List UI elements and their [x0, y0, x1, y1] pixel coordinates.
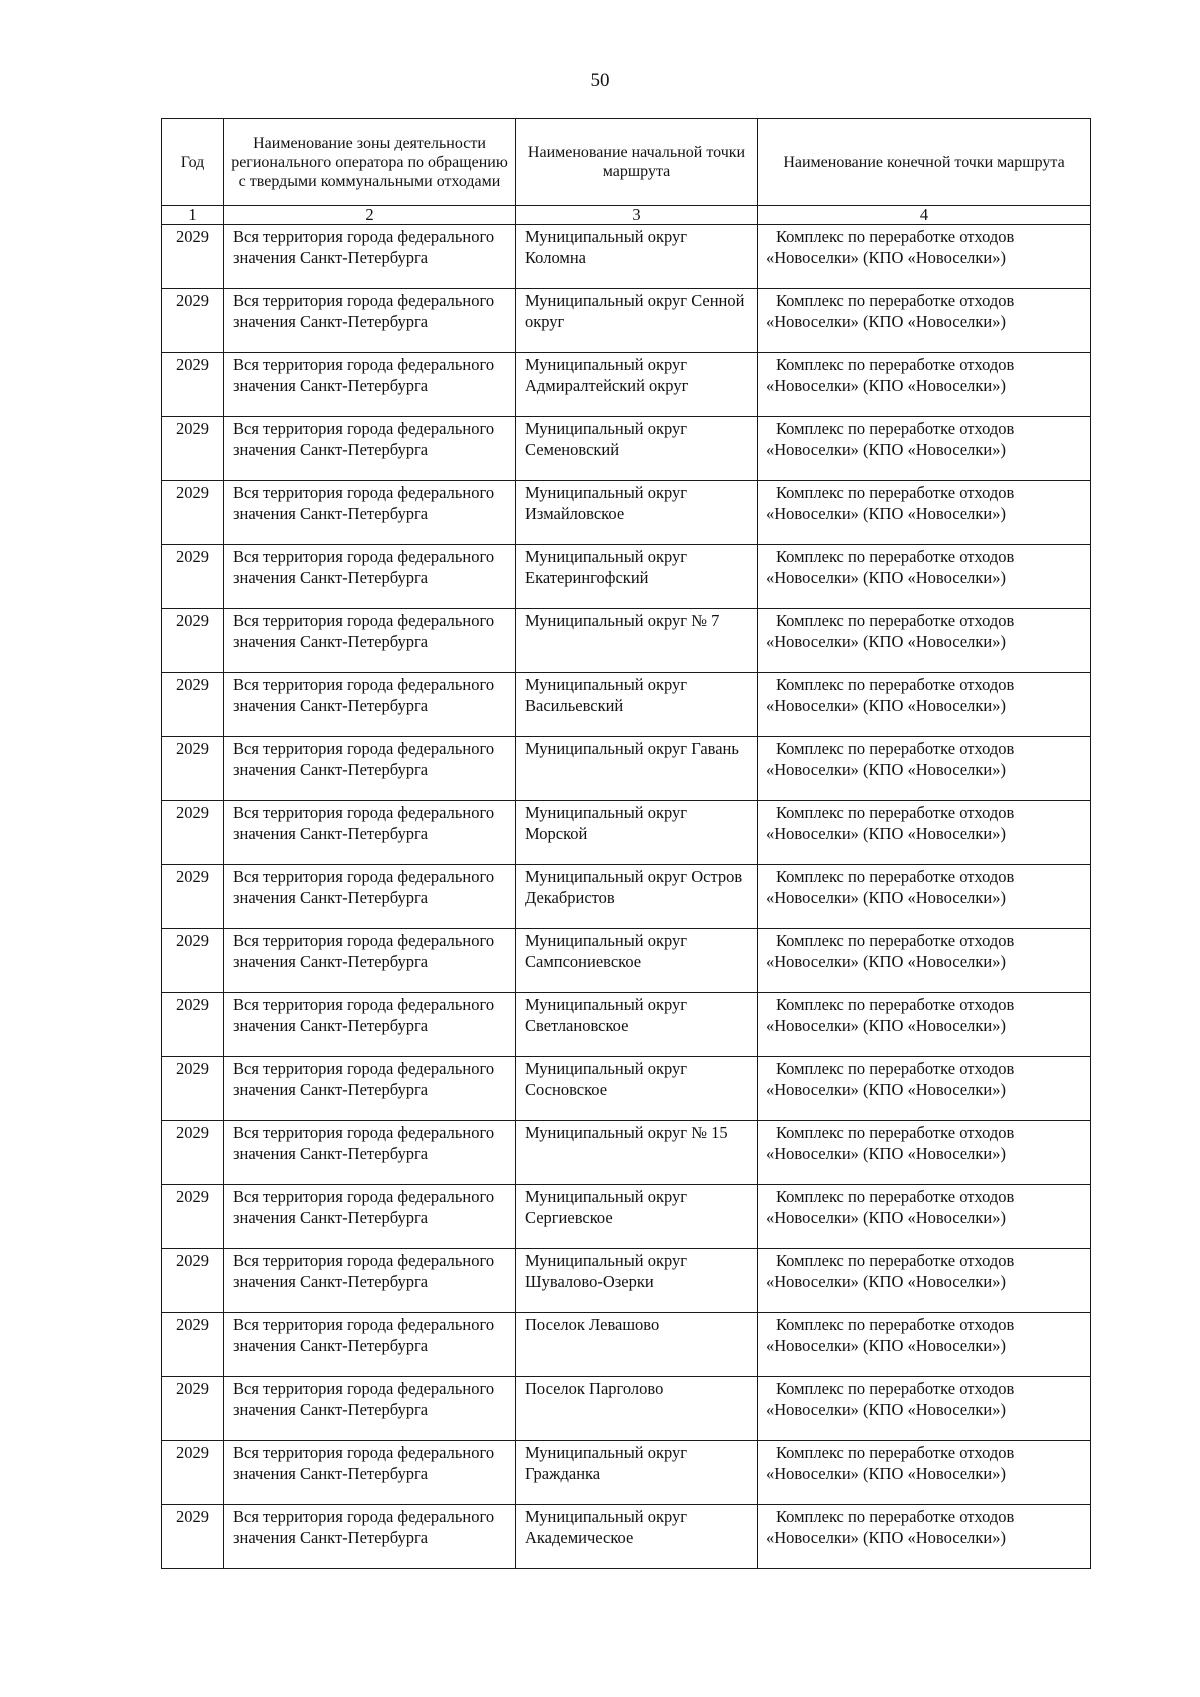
column-number-row	[162, 206, 1091, 225]
end-point-line: Комплекс по переработке отходов	[776, 355, 1015, 374]
end-point-line: «Новоселки» (КПО «Новоселки»)	[766, 1208, 1006, 1227]
end-point-line: «Новоселки» (КПО «Новоселки»)	[766, 888, 1006, 907]
end-point-cell	[758, 1505, 1091, 1569]
end-point-line: «Новоселки» (КПО «Новоселки»)	[766, 824, 1006, 843]
table-row	[162, 929, 1091, 993]
zone-cell: Вся территория города федерального значения Санкт-Петербурга	[224, 1505, 516, 1569]
table-row	[162, 1505, 1091, 1569]
start-point-cell: Муниципальный округ Измайловское	[516, 481, 758, 545]
table-row	[162, 737, 1091, 801]
end-point-line: Комплекс по переработке отходов	[776, 995, 1015, 1014]
end-point-line: Комплекс по переработке отходов	[776, 931, 1015, 950]
end-point-line: Комплекс по переработке отходов	[776, 419, 1015, 438]
table-row	[162, 801, 1091, 865]
table-row	[162, 1313, 1091, 1377]
start-point-cell: Муниципальный округ № 15	[516, 1121, 758, 1185]
end-point-line: «Новоселки» (КПО «Новоселки»)	[766, 952, 1006, 971]
start-point-cell: Муниципальный округ Гавань	[516, 737, 758, 801]
end-point-cell	[758, 801, 1091, 865]
end-point-line: Комплекс по переработке отходов	[776, 1379, 1015, 1398]
zone-cell: Вся территория города федерального значения Санкт-Петербурга	[224, 1121, 516, 1185]
end-point-line: Комплекс по переработке отходов	[776, 1123, 1015, 1142]
end-point-line: Комплекс по переработке отходов	[776, 867, 1015, 886]
end-point-line: Комплекс по переработке отходов	[776, 483, 1015, 502]
year-cell: 2029	[162, 609, 224, 673]
header-zone: Наименование зоны деятельности регионального оператора по обращению с твердыми коммунальными отходами	[224, 119, 516, 206]
end-point-line: Комплекс по переработке отходов	[776, 227, 1015, 246]
start-point-cell: Муниципальный округ Адмиралтейский округ	[516, 353, 758, 417]
start-point-cell: Муниципальный округ № 7	[516, 609, 758, 673]
start-point-cell: Муниципальный округ Сенной округ	[516, 289, 758, 353]
end-point-line: «Новоселки» (КПО «Новоселки»)	[766, 312, 1006, 331]
end-point-cell	[758, 225, 1091, 289]
end-point-line: Комплекс по переработке отходов	[776, 291, 1015, 310]
end-point-line: «Новоселки» (КПО «Новоселки»)	[766, 696, 1006, 715]
end-point-line: «Новоселки» (КПО «Новоселки»)	[766, 1528, 1006, 1547]
year-cell: 2029	[162, 353, 224, 417]
start-point-cell: Муниципальный округ Морской	[516, 801, 758, 865]
end-point-line: «Новоселки» (КПО «Новоселки»)	[766, 568, 1006, 587]
table-row	[162, 993, 1091, 1057]
end-point-cell	[758, 929, 1091, 993]
start-point-cell: Муниципальный округ Екатерингофский	[516, 545, 758, 609]
year-cell: 2029	[162, 545, 224, 609]
end-point-line: Комплекс по переработке отходов	[776, 1315, 1015, 1334]
end-point-line: Комплекс по переработке отходов	[776, 739, 1015, 758]
zone-cell: Вся территория города федерального значения Санкт-Петербурга	[224, 673, 516, 737]
year-cell: 2029	[162, 481, 224, 545]
end-point-cell	[758, 417, 1091, 481]
end-point-line: «Новоселки» (КПО «Новоселки»)	[766, 1464, 1006, 1483]
end-point-line: Комплекс по переработке отходов	[776, 675, 1015, 694]
zone-cell: Вся территория города федерального значения Санкт-Петербурга	[224, 225, 516, 289]
year-cell: 2029	[162, 1441, 224, 1505]
end-point-line: «Новоселки» (КПО «Новоселки»)	[766, 248, 1006, 267]
zone-cell: Вся территория города федерального значения Санкт-Петербурга	[224, 289, 516, 353]
start-point-cell: Муниципальный округ Академическое	[516, 1505, 758, 1569]
zone-cell: Вся территория города федерального значения Санкт-Петербурга	[224, 481, 516, 545]
table-row	[162, 1377, 1091, 1441]
year-cell: 2029	[162, 993, 224, 1057]
year-cell: 2029	[162, 737, 224, 801]
end-point-line: «Новоселки» (КПО «Новоселки»)	[766, 760, 1006, 779]
zone-cell: Вся территория города федерального значения Санкт-Петербурга	[224, 929, 516, 993]
end-point-line: Комплекс по переработке отходов	[776, 1059, 1015, 1078]
zone-cell: Вся территория города федерального значения Санкт-Петербурга	[224, 1185, 516, 1249]
end-point-line: «Новоселки» (КПО «Новоселки»)	[766, 1336, 1006, 1355]
end-point-cell	[758, 1441, 1091, 1505]
start-point-cell: Муниципальный округ Светлановское	[516, 993, 758, 1057]
end-point-line: «Новоселки» (КПО «Новоселки»)	[766, 440, 1006, 459]
end-point-cell	[758, 865, 1091, 929]
year-cell: 2029	[162, 225, 224, 289]
start-point-cell: Муниципальный округ Сергиевское	[516, 1185, 758, 1249]
year-cell: 2029	[162, 1377, 224, 1441]
year-cell: 2029	[162, 1185, 224, 1249]
year-cell: 2029	[162, 1121, 224, 1185]
year-cell: 2029	[162, 865, 224, 929]
end-point-line: «Новоселки» (КПО «Новоселки»)	[766, 632, 1006, 651]
table-body	[162, 225, 1091, 1569]
routes-table	[161, 118, 1091, 1569]
table-row	[162, 1441, 1091, 1505]
table-row	[162, 1249, 1091, 1313]
end-point-cell	[758, 481, 1091, 545]
end-point-line: «Новоселки» (КПО «Новоселки»)	[766, 1400, 1006, 1419]
zone-cell: Вся территория города федерального значения Санкт-Петербурга	[224, 801, 516, 865]
table-row	[162, 609, 1091, 673]
start-point-cell: Муниципальный округ Остров Декабристов	[516, 865, 758, 929]
zone-cell: Вся территория города федерального значения Санкт-Петербурга	[224, 993, 516, 1057]
end-point-line: Комплекс по переработке отходов	[776, 547, 1015, 566]
year-cell: 2029	[162, 673, 224, 737]
start-point-cell: Муниципальный округ Семеновский	[516, 417, 758, 481]
header-year: Год	[162, 119, 224, 206]
header-end-point: Наименование конечной точки маршрута	[758, 119, 1091, 206]
zone-cell: Вся территория города федерального значения Санкт-Петербурга	[224, 1249, 516, 1313]
start-point-cell: Поселок Парголово	[516, 1377, 758, 1441]
end-point-cell	[758, 609, 1091, 673]
end-point-cell	[758, 289, 1091, 353]
page-number: 50	[590, 70, 610, 91]
year-cell: 2029	[162, 801, 224, 865]
end-point-line: Комплекс по переработке отходов	[776, 1507, 1015, 1526]
year-cell: 2029	[162, 1313, 224, 1377]
table-row	[162, 225, 1091, 289]
end-point-line: Комплекс по переработке отходов	[776, 1443, 1015, 1462]
end-point-cell	[758, 545, 1091, 609]
end-point-cell	[758, 1185, 1091, 1249]
column-number: 3	[516, 206, 758, 225]
zone-cell: Вся территория города федерального значения Санкт-Петербурга	[224, 1057, 516, 1121]
year-cell: 2029	[162, 417, 224, 481]
zone-cell: Вся территория города федерального значения Санкт-Петербурга	[224, 545, 516, 609]
start-point-cell: Муниципальный округ Коломна	[516, 225, 758, 289]
start-point-cell: Муниципальный округ Сосновское	[516, 1057, 758, 1121]
header-start-point: Наименование начальной точки маршрута	[516, 119, 758, 206]
zone-cell: Вся территория города федерального значения Санкт-Петербурга	[224, 1313, 516, 1377]
end-point-cell	[758, 1313, 1091, 1377]
start-point-cell: Муниципальный округ Сампсониевское	[516, 929, 758, 993]
column-number: 2	[224, 206, 516, 225]
end-point-cell	[758, 673, 1091, 737]
end-point-line: «Новоселки» (КПО «Новоселки»)	[766, 1272, 1006, 1291]
year-cell: 2029	[162, 289, 224, 353]
table-row	[162, 481, 1091, 545]
end-point-cell	[758, 737, 1091, 801]
year-cell: 2029	[162, 1057, 224, 1121]
table-row	[162, 1057, 1091, 1121]
end-point-line: Комплекс по переработке отходов	[776, 1251, 1015, 1270]
end-point-cell	[758, 353, 1091, 417]
table-row	[162, 545, 1091, 609]
year-cell: 2029	[162, 1505, 224, 1569]
end-point-line: Комплекс по переработке отходов	[776, 611, 1015, 630]
zone-cell: Вся территория города федерального значения Санкт-Петербурга	[224, 737, 516, 801]
year-cell: 2029	[162, 929, 224, 993]
table-row	[162, 673, 1091, 737]
end-point-cell	[758, 1121, 1091, 1185]
table-row	[162, 353, 1091, 417]
column-number: 1	[162, 206, 224, 225]
column-number: 4	[758, 206, 1091, 225]
table-row	[162, 1121, 1091, 1185]
end-point-cell	[758, 1249, 1091, 1313]
zone-cell: Вся территория города федерального значения Санкт-Петербурга	[224, 865, 516, 929]
end-point-cell	[758, 993, 1091, 1057]
end-point-line: «Новоселки» (КПО «Новоселки»)	[766, 376, 1006, 395]
start-point-cell: Муниципальный округ Васильевский	[516, 673, 758, 737]
end-point-line: Комплекс по переработке отходов	[776, 803, 1015, 822]
zone-cell: Вся территория города федерального значения Санкт-Петербурга	[224, 1441, 516, 1505]
start-point-cell: Поселок Левашово	[516, 1313, 758, 1377]
zone-cell: Вся территория города федерального значения Санкт-Петербурга	[224, 609, 516, 673]
end-point-cell	[758, 1377, 1091, 1441]
zone-cell: Вся территория города федерального значения Санкт-Петербурга	[224, 353, 516, 417]
end-point-line: «Новоселки» (КПО «Новоселки»)	[766, 1080, 1006, 1099]
start-point-cell: Муниципальный округ Гражданка	[516, 1441, 758, 1505]
end-point-line: «Новоселки» (КПО «Новоселки»)	[766, 1016, 1006, 1035]
end-point-line: Комплекс по переработке отходов	[776, 1187, 1015, 1206]
year-cell: 2029	[162, 1249, 224, 1313]
zone-cell: Вся территория города федерального значения Санкт-Петербурга	[224, 417, 516, 481]
table-row	[162, 865, 1091, 929]
end-point-line: «Новоселки» (КПО «Новоселки»)	[766, 504, 1006, 523]
end-point-cell	[758, 1057, 1091, 1121]
start-point-cell: Муниципальный округ Шувалово-Озерки	[516, 1249, 758, 1313]
table-row	[162, 417, 1091, 481]
table-row	[162, 1185, 1091, 1249]
table-row	[162, 289, 1091, 353]
end-point-line: «Новоселки» (КПО «Новоселки»)	[766, 1144, 1006, 1163]
table-header-row	[162, 119, 1091, 206]
zone-cell: Вся территория города федерального значения Санкт-Петербурга	[224, 1377, 516, 1441]
